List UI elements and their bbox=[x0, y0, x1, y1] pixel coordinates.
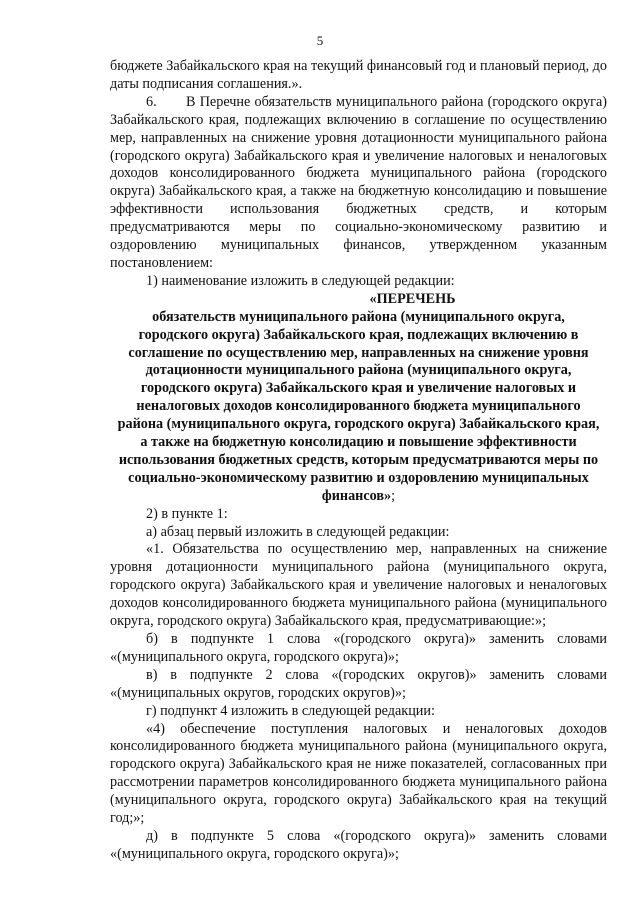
paragraph-subitem-b: б) в подпункте 1 слова «(городского округа)» заменить словами «(муниципального округа, городского округа)»; bbox=[110, 631, 607, 665]
paragraph-subitem-g: г) подпункт 4 изложить в следующей редакции: bbox=[146, 702, 435, 719]
list-heading-body bbox=[110, 309, 607, 506]
document-body bbox=[110, 58, 607, 864]
page-number: 5 bbox=[316, 33, 324, 48]
paragraph-continuation: бюджете Забайкальского края на текущий финансовый год и плановый период, до даты подписания соглашения.». bbox=[110, 58, 607, 92]
paragraph-item-6: 6. В Перечне обязательств муниципального района (городского округа) Забайкальского края, подлежащих включению в соглашение по осуществлению мер, направленных на снижение уровня дотационности муниципального района (городского округа) Забайкальского края и увеличение налоговых и неналоговых доходов консолидированного бюджета муниципального района (городского округа) Забайкальского края, а также на бюджетную консолидацию и повышение эффективности использования бюджетных средств, и которым предусматриваются меры по социально-экономическому развитию и оздоровлению муниципальных финансов, утвержденном указанным постановлением: bbox=[110, 93, 607, 271]
paragraph-subitem-d: д) в подпункте 5 слова «(городского округа)» заменить словами «(муниципального округа, городского округа)»; bbox=[110, 827, 607, 862]
paragraph-quote-item-1: «1. Обязательства по осуществлению мер, направленных на снижение уровня дотационности муниципального района (муниципального округа, городского округа) Забайкальского края и увеличение налоговых и неналоговых доходов консолидированного бюджета муниципального района (муниципального округа, городского округа) Забайкальского края, предусматривающие:»; bbox=[110, 541, 607, 630]
list-heading-title: «ПЕРЕЧЕНЬ bbox=[369, 290, 456, 307]
list-heading-tail: ; bbox=[391, 487, 396, 504]
paragraph-subitem-a: а) абзац первый изложить в следующей редакции: bbox=[146, 523, 450, 540]
list-heading-text: обязательств муниципального района (муниципального округа, городского округа) Забайкальского края, подлежащих включению в соглашение по осуществлению мер, направленных на снижение уровня дотационности муниципального района (муниципального округа, городского округа) Забайкальского края и увеличение налоговых и неналоговых доходов консолидированного бюджета муниципального района (муниципального округа, городского округа) Забайкальского края, а также на бюджетную консолидацию и повышение эффективности использования бюджетных средств, которым предусматриваются меры по социально-экономическому развитию и оздоровлению муниципальных финансов» bbox=[117, 308, 600, 504]
paragraph-quote-item-4: «4) обеспечение поступления налоговых и неналоговых доходов консолидированного бюджета муниципального района (муниципального округа, городского округа) Забайкальского края не ниже показателей, согласованных при рассмотрении параметров консолидированного бюджета муниципального района (муниципального округа, городского округа) Забайкальского края на текущий год;»; bbox=[110, 720, 607, 827]
paragraph-subitem-2: 2) в пункте 1: bbox=[146, 505, 228, 522]
paragraph-subitem-1: 1) наименование изложить в следующей редакции: bbox=[146, 272, 455, 289]
paragraph-subitem-v: в) в подпункте 2 слова «(городских округов)» заменить словами «(муниципальных округов, городских округов)»; bbox=[110, 666, 607, 701]
